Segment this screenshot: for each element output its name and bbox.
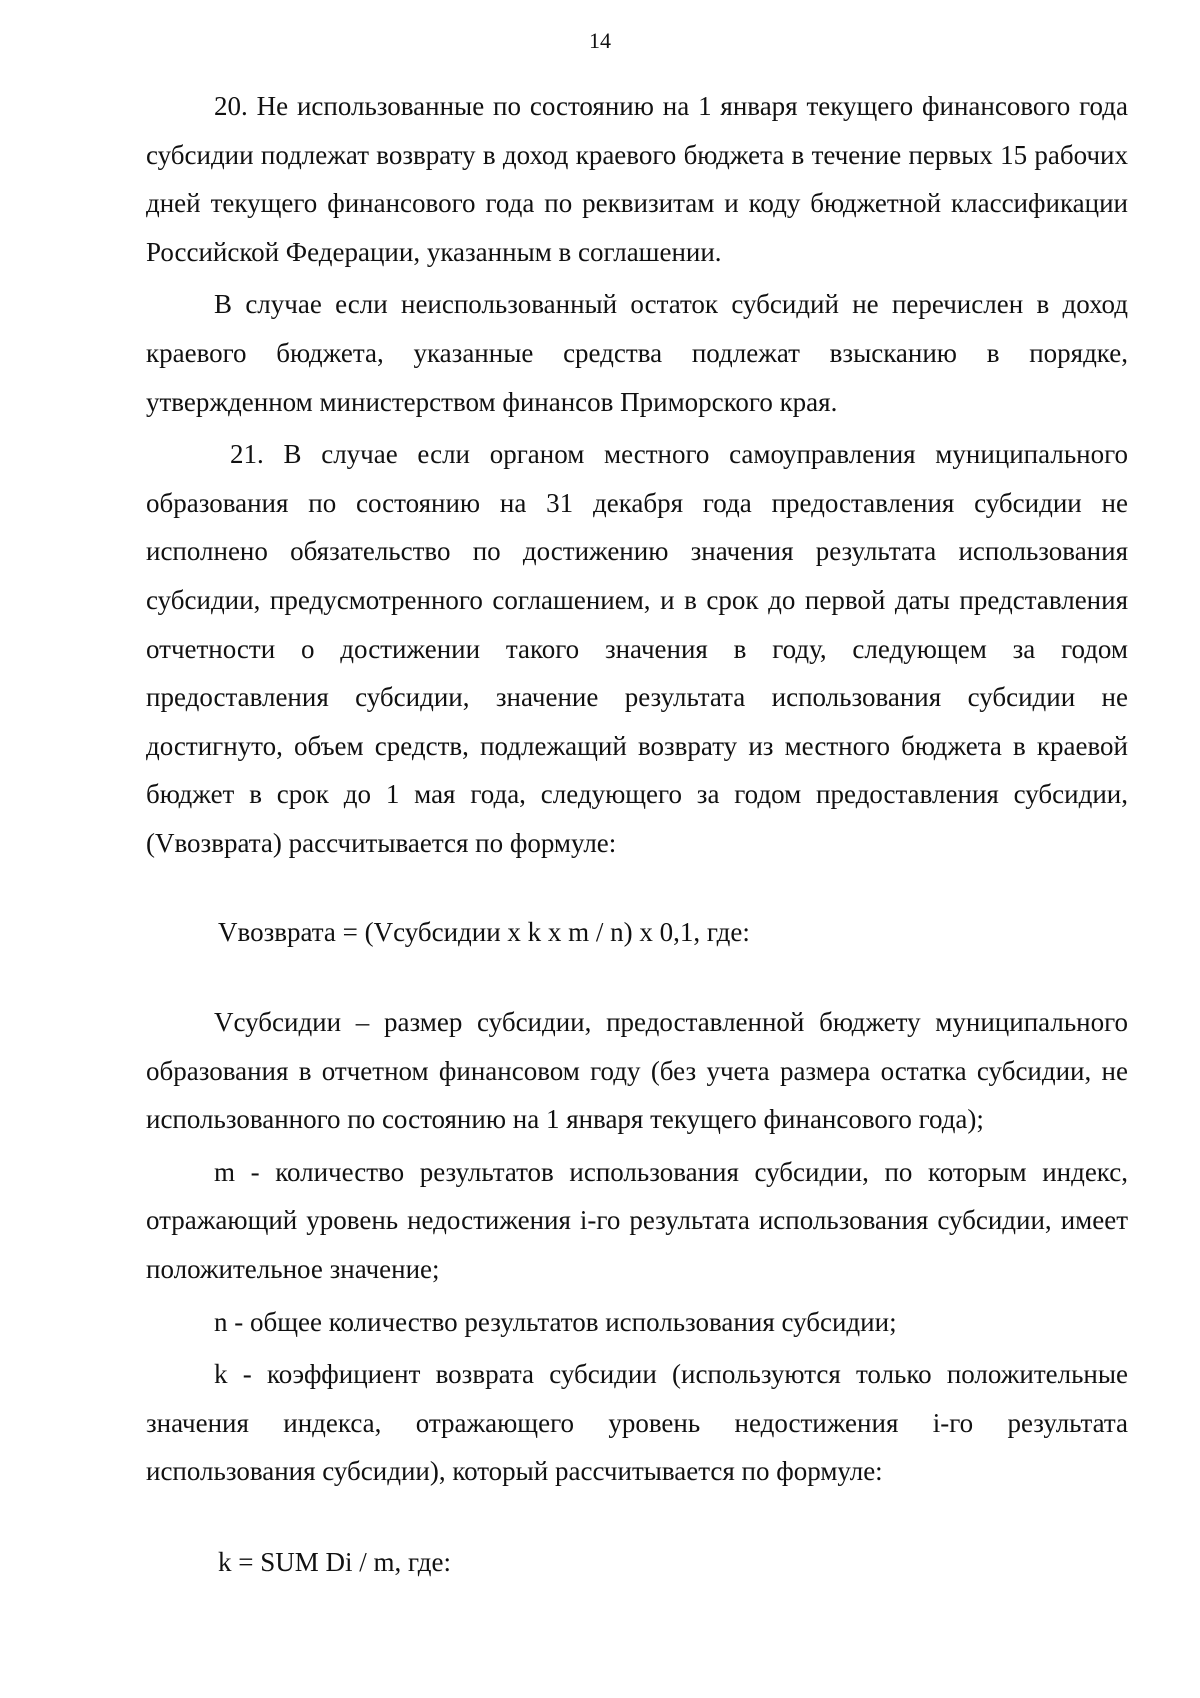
page-number: 14 [589,28,611,53]
definition-v-subsidy: Vсубсидии – размер субсидии, предоставленной бюджету муниципального образования в отчетном финансовом году (без учета размера остатка субсидии, не использованного по состоянию на 1 января текущего финансового года); [146,1007,1128,1135]
definition-k: k - коэффициент возврата субсидии (используются только положительные значения индекса, отражающего уровень недостижения i-го результата использования субсидии), который рассчитывается по формуле: [146,1359,1128,1487]
document-body [146,82,1128,1587]
definition-n: n - общее количество результатов использования субсидии; [214,1306,897,1337]
paragraph-20: 20. Не использованные по состоянию на 1 января текущего финансового года субсидии подлежат возврату в доход краевого бюджета в течение первых 15 рабочих дней текущего финансового года по реквизитам и коду бюджетной классификации Российской Федерации, указанным в соглашении. [146,91,1128,267]
formula-return-volume: Vвозврата = (Vсубсидии x k x m / n) x 0,1, где: [218,916,750,947]
formula-k: k = SUM Di / m, где: [218,1547,451,1578]
paragraph-20-unused-balance: В случае если неиспользованный остаток субсидий не перечислен в доход краевого бюджета, указанные средства подлежат взысканию в порядке, утвержденном министерством финансов Приморского края. [146,289,1128,417]
paragraph-21: 21. В случае если органом местного самоуправления муниципального образования по состоянию на 31 декабря года предоставления субсидии не исполнено обязательство по достижению значения результата использования субсидии, предусмотренного соглашением, и в срок до первой даты представления отчетности о достижении такого значения в году, следующем за годом предоставления субсидии, значение результата использования субсидии не достигнуто, объем средств, подлежащий возврату из местного бюджета в краевой бюджет в срок до 1 мая года, следующего за годом предоставления субсидии, (Vвозврата) рассчитывается по формуле: [146,439,1128,858]
definition-m: m - количество результатов использования субсидии, по которым индекс, отражающий уровень недостижения i-го результата использования субсидии, имеет положительное значение; [146,1156,1128,1285]
